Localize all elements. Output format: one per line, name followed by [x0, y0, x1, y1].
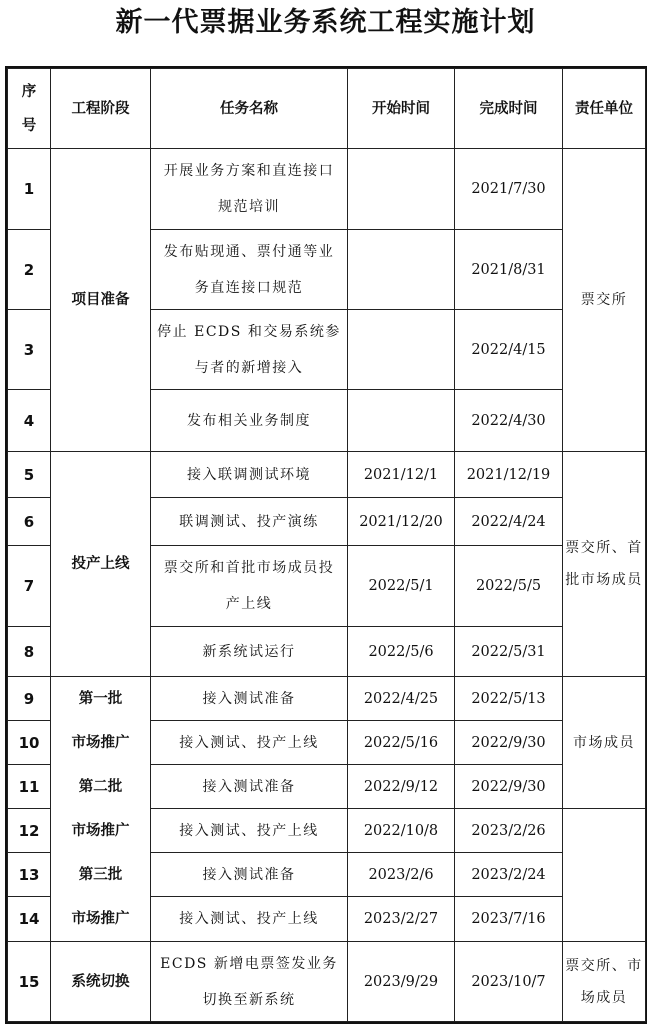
- row-start: 2022/5/1: [348, 546, 455, 627]
- stage-batch2-line1: 第二批: [51, 765, 151, 809]
- unit-1: 票交所: [563, 149, 646, 452]
- row-task: 停止 ECDS 和交易系统参与者的新增接入: [151, 310, 348, 390]
- row-task: 发布贴现通、票付通等业务直连接口规范: [151, 230, 348, 310]
- header-start: 开始时间: [348, 69, 455, 149]
- row-end: 2022/4/24: [455, 498, 563, 546]
- row-task: 接入测试准备: [151, 677, 348, 721]
- row-start: 2023/9/29: [348, 942, 455, 1022]
- row-start: [348, 310, 455, 390]
- row-task: ECDS 新增电票签发业务切换至新系统: [151, 942, 348, 1022]
- table-row: [8, 942, 646, 1022]
- row-task: 接入测试准备: [151, 853, 348, 897]
- row-task: 接入测试、投产上线: [151, 897, 348, 942]
- row-seq: 3: [8, 310, 51, 390]
- row-seq: 9: [8, 677, 51, 721]
- row-end: 2022/9/30: [455, 721, 563, 765]
- table-row: [8, 677, 646, 721]
- row-start: 2023/2/6: [348, 853, 455, 897]
- plan-table-frame: [5, 66, 647, 1024]
- row-task: 接入测试、投产上线: [151, 721, 348, 765]
- row-end: 2022/9/30: [455, 765, 563, 809]
- stage-prep: 项目准备: [51, 149, 151, 452]
- unit-3: 市场成员: [563, 677, 646, 809]
- stage-batch3-line1: 第三批: [51, 853, 151, 897]
- row-end: 2023/10/7: [455, 942, 563, 1022]
- unit-4: 票交所、市场成员: [563, 942, 646, 1022]
- row-end: 2022/5/5: [455, 546, 563, 627]
- row-seq: 12: [8, 809, 51, 853]
- row-end: 2023/2/24: [455, 853, 563, 897]
- row-end: 2022/5/31: [455, 627, 563, 677]
- unit-empty: [563, 809, 646, 942]
- stage-batch2-line2: 市场推广: [51, 809, 151, 853]
- stage-batch1-line1: 第一批: [51, 677, 151, 721]
- row-start: 2021/12/1: [348, 452, 455, 498]
- row-seq: 11: [8, 765, 51, 809]
- row-start: 2022/5/16: [348, 721, 455, 765]
- unit-2: 票交所、首批市场成员: [563, 452, 646, 677]
- row-start: 2023/2/27: [348, 897, 455, 942]
- row-start: 2022/10/8: [348, 809, 455, 853]
- row-start: [348, 390, 455, 452]
- row-start: [348, 230, 455, 310]
- table-row: [8, 765, 646, 809]
- row-seq: 4: [8, 390, 51, 452]
- row-end: 2022/4/15: [455, 310, 563, 390]
- row-start: 2022/4/25: [348, 677, 455, 721]
- row-task: 票交所和首批市场成员投产上线: [151, 546, 348, 627]
- row-start: 2021/12/20: [348, 498, 455, 546]
- row-end: 2021/12/19: [455, 452, 563, 498]
- table-row: [8, 809, 646, 853]
- row-task: 联调测试、投产演练: [151, 498, 348, 546]
- row-task: 开展业务方案和直连接口规范培训: [151, 149, 348, 230]
- row-end: 2023/7/16: [455, 897, 563, 942]
- row-task: 接入测试、投产上线: [151, 809, 348, 853]
- row-seq: 10: [8, 721, 51, 765]
- table-row: [8, 452, 646, 498]
- row-seq: 8: [8, 627, 51, 677]
- row-start: 2022/5/6: [348, 627, 455, 677]
- row-seq: 13: [8, 853, 51, 897]
- header-seq: 序号: [8, 69, 51, 149]
- stage-launch: 投产上线: [51, 452, 151, 677]
- row-end: 2023/2/26: [455, 809, 563, 853]
- header-stage: 工程阶段: [51, 69, 151, 149]
- page-title: 新一代票据业务系统工程实施计划: [115, 7, 536, 38]
- stage-batch3-line2: 市场推广: [51, 897, 151, 942]
- row-end: 2021/8/31: [455, 230, 563, 310]
- header-task: 任务名称: [151, 69, 348, 149]
- plan-table: [7, 68, 646, 1022]
- table-row: [8, 721, 646, 765]
- header-unit: 责任单位: [563, 69, 646, 149]
- row-seq: 15: [8, 942, 51, 1022]
- row-end: 2022/4/30: [455, 390, 563, 452]
- row-task: 接入测试准备: [151, 765, 348, 809]
- row-task: 新系统试运行: [151, 627, 348, 677]
- row-seq: 7: [8, 546, 51, 627]
- row-seq: 14: [8, 897, 51, 942]
- header-row: [8, 69, 646, 149]
- row-start: [348, 149, 455, 230]
- row-start: 2022/9/12: [348, 765, 455, 809]
- stage-batch1-line2: 市场推广: [51, 721, 151, 765]
- table-row: [8, 149, 646, 230]
- row-task: 接入联调测试环境: [151, 452, 348, 498]
- row-task: 发布相关业务制度: [151, 390, 348, 452]
- row-seq: 2: [8, 230, 51, 310]
- row-end: 2022/5/13: [455, 677, 563, 721]
- row-end: 2021/7/30: [455, 149, 563, 230]
- stage-switch: 系统切换: [51, 942, 151, 1022]
- row-seq: 6: [8, 498, 51, 546]
- table-row: [8, 853, 646, 897]
- header-end: 完成时间: [455, 69, 563, 149]
- row-seq: 1: [8, 149, 51, 230]
- row-seq: 5: [8, 452, 51, 498]
- table-row: [8, 897, 646, 942]
